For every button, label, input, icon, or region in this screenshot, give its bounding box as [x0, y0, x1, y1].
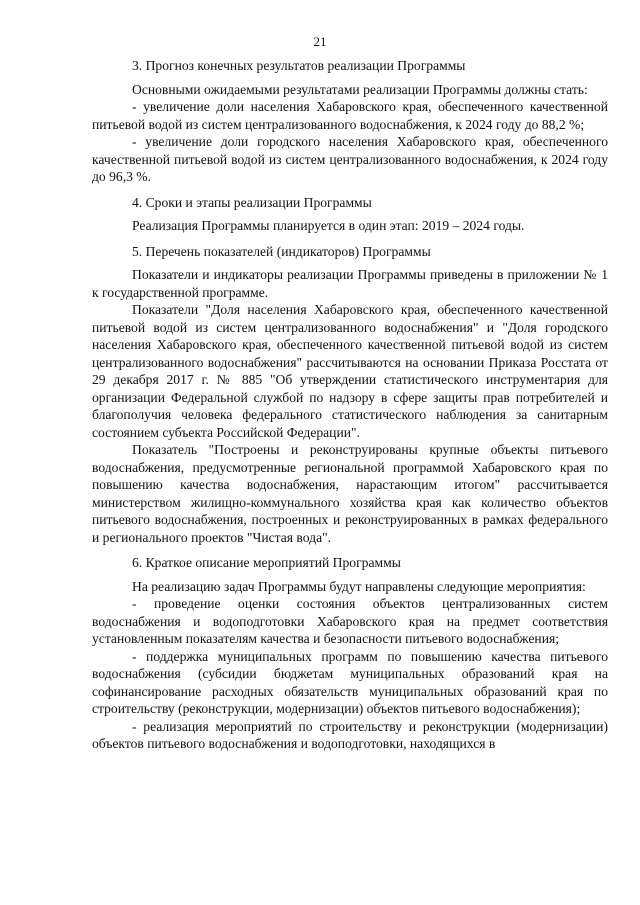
section-6-bullet: - поддержка муниципальных программ по повышению качества питьевого водоснабжения (субсидии бюджетам муниципальных образований края на софинансирование расходных обязательств муниципальных образований края по строительству (реконструкции, модернизации) объектов питьевого водоснабжения);	[92, 648, 608, 716]
section-6-bullet: - проведение оценки состояния объектов централизованных систем водоснабжения и водоподготовки Хабаровского края на предмет соответствия установленным показателям качества и безопасности питьевого водоснабжения;	[92, 596, 608, 646]
section-6-heading: 6. Краткое описание мероприятий Программы	[132, 555, 401, 570]
section-5-heading: 5. Перечень показателей (индикаторов) Программы	[132, 243, 431, 259]
section-6-bullet: - реализация мероприятий по строительству и реконструкции (модернизации) объектов питьевого водоснабжения и водоподготовки, находящихся в	[92, 718, 608, 751]
page-content	[92, 57, 608, 753]
page-number: 21	[313, 34, 327, 49]
section-3-heading: 3. Прогноз конечных результатов реализации Программы	[132, 58, 466, 73]
section-3-bullet: - увеличение доли населения Хабаровского края, обеспеченного качественной питьевой водой из систем централизованного водоснабжения, к 2024 году до 88,2 %;	[92, 99, 608, 132]
section-4-paragraph: Реализация Программы планируется в один этап: 2019 – 2024 годы.	[132, 218, 525, 233]
section-5-paragraph: Показатели "Доля населения Хабаровского края, обеспеченного качественной питьевой водой из систем централизованного водоснабжения" и "Доля городского населения Хабаровского края, обеспеченного качественной питьевой водой из систем централизованного водоснабжения" рассчитываются на основании Приказа Росстата от 29 декабря 2017 г. № 885 "Об утверждении статистического инструментария для организации Федеральной службой по надзору в сфере защиты прав потребителей и благополучия человека федерального статистического наблюдения за санитарным состоянием субъекта Российской Федерации".	[92, 302, 608, 440]
section-3-paragraph: Основными ожидаемыми результатами реализации Программы должны стать:	[132, 81, 588, 97]
section-5-paragraph: Показатели и индикаторы реализации Программы приведены в приложении № 1 к государственной программе.	[92, 267, 608, 300]
section-3-bullet: - увеличение доли городского населения Хабаровского края, обеспеченного качественной питьевой водой из систем централизованного водоснабжения, к 2024 году до 96,3 %.	[92, 134, 608, 184]
section-6-paragraph: На реализацию задач Программы будут направлены следующие мероприятия:	[132, 578, 586, 594]
section-5-paragraph: Показатель "Построены и реконструированы крупные объекты питьевого водоснабжения, предусмотренные региональной программой Хабаровского края по повышению качества водоснабжения, нарастающим итогом" рассчитывается министерством жилищно-коммунального хозяйства края как количество объектов питьевого водоснабжения, построенных и реконструированных в рамках федерального и регионального проектов "Чистая вода".	[92, 442, 608, 545]
section-4-heading: 4. Сроки и этапы реализации Программы	[132, 194, 372, 210]
